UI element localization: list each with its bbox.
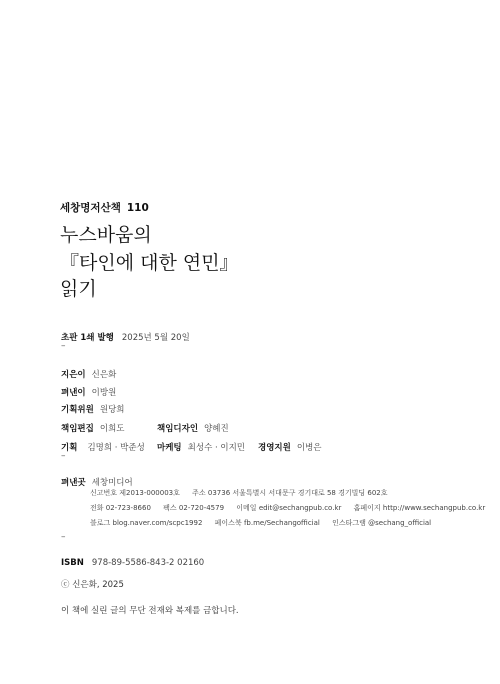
author-label: 지은이: [61, 370, 86, 380]
address-label: 주소: [192, 489, 206, 497]
phone-label: 전화: [90, 504, 104, 512]
registration-value: 제2013-000003호: [119, 489, 180, 497]
publisher-row: [61, 470, 133, 489]
edition-row: [61, 325, 190, 344]
registration-address-line: [90, 488, 388, 498]
planning-label: 기획: [61, 443, 78, 453]
book-title-line2: 『타인에 대한 연민』: [60, 252, 239, 274]
blog-value: blog.naver.com/scpc1992: [112, 519, 203, 527]
chief-designer-value: 양혜진: [204, 424, 229, 434]
chief-designer-label: 책임디자인: [157, 424, 199, 434]
email-label: 이메일: [236, 504, 257, 512]
chief-editor-value: 이희도: [99, 424, 125, 434]
divider: –: [61, 532, 66, 542]
edition-label: 초판 1쇄 발행: [61, 333, 114, 343]
planning-committee-row: [61, 397, 125, 416]
planning-committee-value: 원당희: [99, 405, 125, 415]
marketing-row: [157, 435, 245, 454]
social-line: [90, 518, 431, 528]
contact-line: [90, 503, 485, 513]
edition-date: 2025년 5월 20일: [121, 333, 190, 343]
phone-value: 02-723-8660: [105, 504, 151, 512]
series-label: 세창명저산책: [60, 202, 121, 214]
marketing-value: 최성수 · 이지민: [187, 443, 246, 453]
address-value: 03736 서울특별시 서대문구 경기대로 58 경기빌딩 602호: [207, 489, 388, 497]
fax-label: 팩스: [163, 504, 177, 512]
chief-editor-row: [61, 416, 125, 435]
publisher-label: 펴낸곳: [61, 478, 86, 488]
planning-row: [61, 435, 145, 454]
notice-line: 이 책에 실린 글의 무단 전재와 복제를 금합니다.: [61, 606, 239, 616]
fax-value: 02-720-4579: [178, 504, 225, 512]
homepage-value: http://www.sechangpub.co.kr: [382, 504, 486, 512]
instagram-value: @sechang_official: [368, 519, 432, 527]
management-label: 경영지원: [258, 443, 291, 453]
blog-label: 블로그: [90, 519, 111, 527]
author-value: 신은화: [91, 370, 117, 380]
series-number: 110: [126, 202, 149, 214]
instagram-label: 인스타그램: [332, 519, 366, 527]
divider: –: [61, 341, 66, 351]
isbn-row: [61, 550, 204, 569]
chief-editor-label: 책임편집: [61, 424, 94, 434]
publisher-person-value: 이방원: [91, 388, 117, 398]
isbn-value: 978-89-5586-843-2 02160: [91, 558, 205, 568]
series-heading: [60, 200, 149, 215]
isbn-label: ISBN: [61, 558, 84, 568]
planning-value: 김명희 · 박준성: [87, 443, 145, 453]
copyright-line: ⓒ 신은화, 2025: [61, 580, 124, 590]
email-value: edit@sechangpub.co.kr: [258, 504, 342, 512]
facebook-label: 페이스북: [214, 519, 242, 527]
marketing-label: 마케팅: [157, 443, 182, 453]
registration-label: 신고번호: [90, 489, 118, 497]
divider: –: [61, 451, 66, 461]
chief-designer-row: [157, 416, 229, 435]
facebook-value: fb.me/Sechangofficial: [243, 519, 320, 527]
publisher-name: 세창미디어: [91, 478, 133, 488]
homepage-label: 홈페이지: [353, 504, 381, 512]
author-row: [61, 362, 116, 381]
book-title-line3: 읽기: [60, 278, 97, 300]
planning-committee-label: 기획위원: [61, 405, 94, 415]
publisher-person-label: 펴낸이: [61, 388, 86, 398]
book-title-line1: 누스바움의: [60, 224, 152, 246]
management-row: [258, 435, 322, 454]
management-value: 이병은: [296, 443, 322, 453]
